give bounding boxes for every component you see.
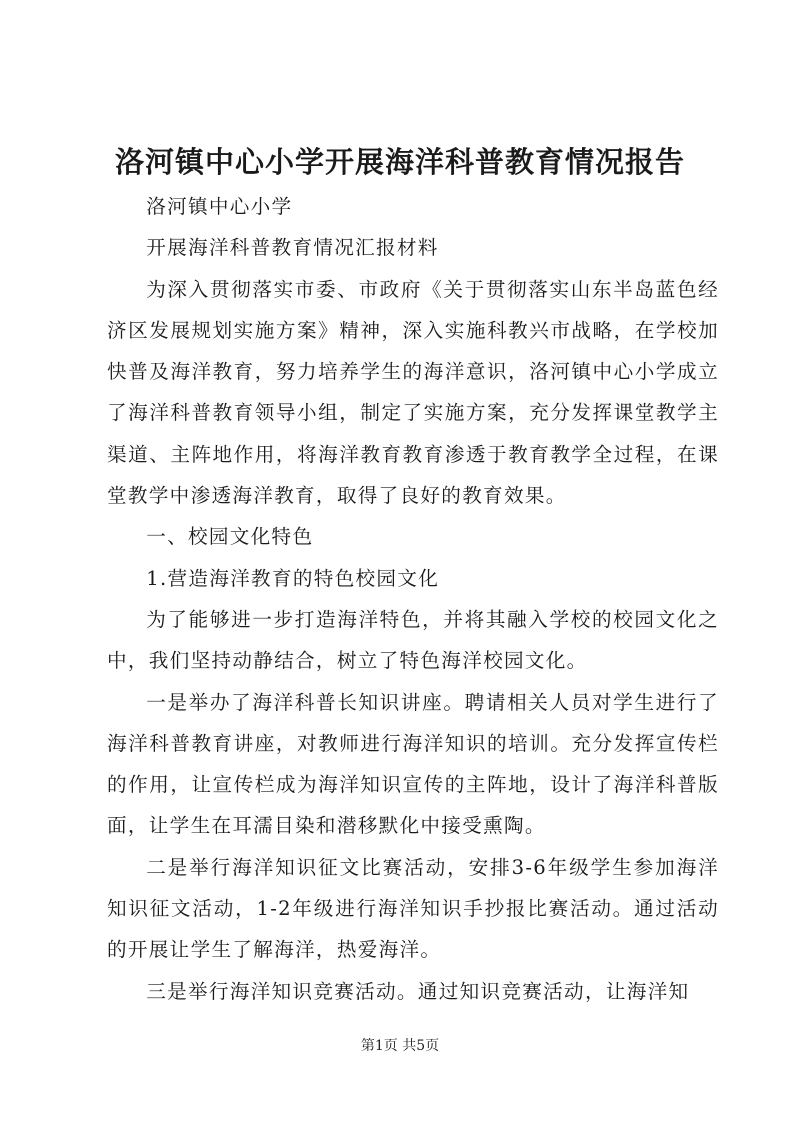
section-heading-campus-culture: 一、校园文化特色 [146, 525, 314, 549]
document-title: 洛河镇中心小学开展海洋科普教育情况报告 [114, 145, 685, 179]
paragraph-ocean-feature: 为了能够进一步打造海洋特色，并将其融入学校的校园文化之中，我们坚持动静结合，树立了特色海洋校园文化。 [107, 607, 719, 673]
paragraph-subtitle: 开展海洋科普教育情况汇报材料 [146, 236, 439, 260]
document-body [107, 186, 719, 1012]
paragraph-essay-contest: 二是举行海洋知识征文比赛活动，安排3-6年级学生参加海洋知识征文活动，1-2年级进行海洋知识手抄报比赛活动。通过活动的开展让学生了解海洋，热爱海洋。 [107, 855, 719, 962]
paragraph-intro: 为深入贯彻落实市委、市政府《关于贯彻落实山东半岛蓝色经济区发展规划实施方案》精神，深入实施科教兴市战略，在学校加快普及海洋教育，努力培养学生的海洋意识，洛河镇中心小学成立了海洋科普教育领导小组，制定了实施方案，充分发挥课堂教学主渠道、主阵地作用，将海洋教育教育渗透于教育教学全过程，在课堂教学中渗透海洋教育，取得了良好的教育效果。 [107, 277, 719, 508]
paragraph-knowledge-contest: 三是举行海洋知识竞赛活动。通过知识竞赛活动，让海洋知 [146, 979, 690, 1003]
subsection-heading-ocean-culture: 1.营造海洋教育的特色校园文化 [146, 566, 440, 590]
paragraph-school-name: 洛河镇中心小学 [146, 195, 293, 218]
page-number-footer: 第1页 共5页 [360, 1038, 440, 1054]
paragraph-lecture: 一是举办了海洋科普长知识讲座。聘请相关人员对学生进行了海洋科普教育讲座，对教师进行海洋知识的培训。充分发挥宣传栏的作用，让宣传栏成为海洋知识宣传的主阵地，设计了海洋科普版面，让学生在耳濡目染和潜移默化中接受熏陶。 [107, 690, 719, 838]
